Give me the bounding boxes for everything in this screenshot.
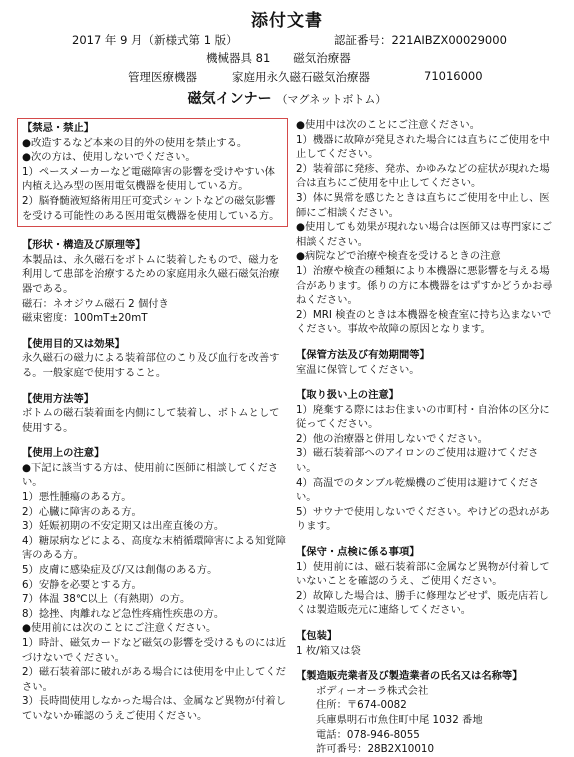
caution-item: 8）捻挫、肉離れなど急性疼痛性疾患の方。 [22,607,225,620]
no-effect-note: ●使用しても効果が現れない場合は医師又は専門家にご相談ください。 [296,221,553,248]
method-heading: 【使用方法等】 [22,392,95,405]
manufacturer-license: 許可番号：28B2X10010 [316,743,435,756]
manufacturer-address: 兵庫県明石市魚住町中尾 1032 番地 [316,713,483,726]
caution-item: 6）安静を必要とする方。 [22,578,142,591]
handling-item: 5）サウナで使用しないでください。やけどの恐れがあります。 [296,505,550,533]
caution-item: 3）妊娠初期の不安定期又は出産直後の方。 [22,520,225,533]
handling-item: 1）廃棄する際にはお住まいの市町村・自治体の区分に従ってください。 [296,403,550,431]
before-use-item: 3）長時間使用しなかった場合は、金属など異物が付着していないか確認のうえご使用ください。 [22,695,286,722]
right-column [296,118,558,757]
caution-heading: 【使用上の注意】 [22,447,105,460]
handling-item: 2）他の治療器と併用しないでください。 [296,432,488,445]
contraindication-heading: 【禁忌・禁止】 [22,122,95,134]
left-column [22,118,288,724]
contraindication-box [17,118,288,227]
shape-line: 本製品は、永久磁石をボトムに装着したもので、磁力を利用して患部を治療するための家庭用永久磁石磁気治療器である。 [22,253,280,295]
product-subname: （マグネットボトム） [276,93,387,106]
hospital-item: 2）MRI 検査のときは本機器を検査室に持ち込まないでください。事故や故障の原因となります。 [296,308,552,336]
revision-date: 2017 年 9 月（新様式第 1 版） [72,33,238,47]
maintenance-heading: 【保守・点検に係る事項】 [296,546,420,559]
manufacturer-postal: 住所：〒674-0082 [316,699,407,712]
caution-item: 2）心臓に障害のある方。 [22,505,142,518]
contra-line: 2）脳脊髄液短絡術用圧可変式シャントなどの磁気影響を受ける可能性のある医用電気機器を使用している方。 [22,194,280,222]
handling-heading: 【取り扱い上の注意】 [296,389,399,402]
before-use-item: 2）磁石装着部に破れがある場合には使用を中止してください。 [22,666,286,693]
contra-line: ●改造するなど本来の目的外の使用を禁止する。 [22,136,248,149]
manufacturer-phone: 電話：078-946-8055 [316,728,420,741]
document-title: 添付文書 [251,11,323,31]
product-name-line [0,88,574,108]
before-use-item: 1）時計、磁気カードなど磁気の影響を受けるものには近づけないでください。 [22,637,286,664]
shape-line: 磁石：ネオジウム磁石 2 個付き [22,297,169,310]
package-line: 1 枚/箱又は袋 [296,644,361,657]
before-use-intro: ●使用前には次のことにご注意ください。 [22,622,217,635]
general-name: 家庭用永久磁石磁気治療器 [232,70,370,84]
manufacturer-name: ボディーオーラ株式会社 [316,684,429,697]
manufacturer-heading: 【製造販売業者及び製造業者の氏名又は名称等】 [296,670,523,683]
purpose-heading: 【使用目的又は効果】 [22,337,125,350]
hospital-item: 1）治療や検査の種類により本機器に悪影響を与える場合があります。係りの方に本機器をはずすかどうかお尋ねください。 [296,264,553,307]
maintenance-item: 1）使用前には、磁石装着部に金属など異物が付着していないことを確認のうえ、ご使用ください。 [296,560,550,588]
maintenance-item: 2）故障した場合は、勝手に修理などせず、販売店若しくは製造販売元に連絡してください。 [296,589,549,617]
caution-item: 5）皮膚に感染症及び/又は創傷のある方。 [22,564,218,577]
caution-item: 1）悪性腫瘍のある方。 [22,491,132,504]
hospital-intro: ●病院などで治療や検査を受けるときの注意 [296,250,501,263]
during-use-item: 1）機器に故障が発見された場合には直ちにご使用を中止してください。 [296,133,550,161]
storage-heading: 【保管方法及び有効期間等】 [296,348,430,361]
equipment-class: 機械器具 81 磁気治療器 [206,51,351,65]
jmdn-code: 71016000 [424,69,483,83]
caution-item: 4）糖尿病などによる、高度な末梢循環障害による知覚障害のある方。 [22,534,286,562]
shape-line: 磁束密度：100mT±20mT [22,312,148,325]
product-name: 磁気インナー [187,91,272,107]
during-use-intro: ●使用中は次のことにご注意ください。 [296,119,481,131]
device-category: 管理医療機器 [128,70,197,84]
contra-line: 1）ペースメーカーなど電磁障害の影響を受けやすい体内植え込み型の医用電気機器を使用している方。 [22,165,275,193]
storage-line: 室温に保管してください。 [296,363,420,376]
shape-heading: 【形状・構造及び原理等】 [22,239,146,252]
caution-intro: ●下記に該当する方は、使用前に医師に相談してください。 [22,461,279,489]
during-use-item: 2）装着部に発疹、発赤、かゆみなどの症状が現れた場合は直ちにご使用を中止してください。 [296,162,550,190]
during-use-item: 3）体に異常を感じたときは直ちにご使用を中止し、医師にご相談ください。 [296,191,550,219]
certification-number: 認証番号：221AIBZX00029000 [334,33,507,47]
method-line: ボトムの磁石装着面を内側にして装着し、ボトムとして使用する。 [22,407,280,434]
caution-item: 7）体温 38℃以上（有熱期）の方。 [22,593,191,606]
contra-line: ●次の方は、使用しないでください。 [22,151,196,164]
purpose-line: 永久磁石の磁力による装着部位のこり及び血行を改善する。一般家庭で使用すること。 [22,352,280,379]
handling-item: 3）磁石装着部へのアイロンのご使用は避けてください。 [296,447,539,475]
manufacturer-block [296,684,558,757]
handling-item: 4）高温でのタンブル乾燥機のご使用は避けてください。 [296,476,539,504]
package-heading: 【包装】 [296,630,338,642]
